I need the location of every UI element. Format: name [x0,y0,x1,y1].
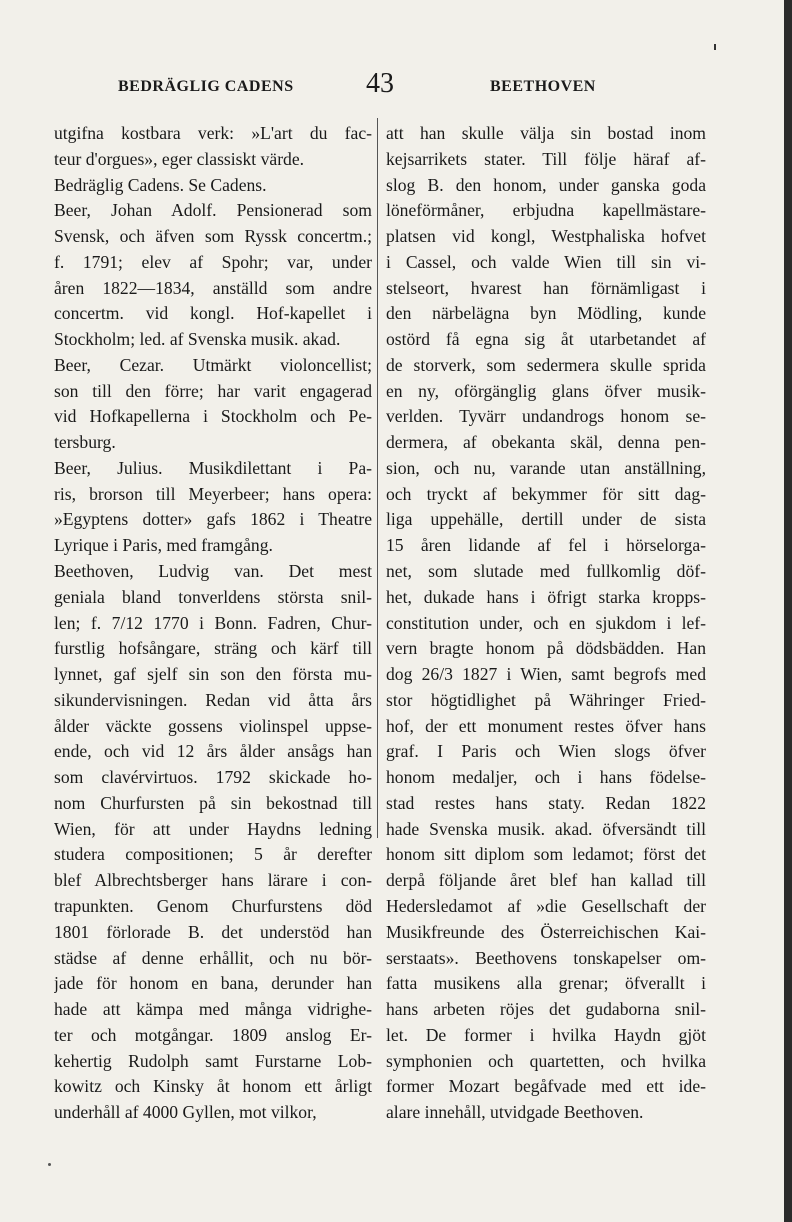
text-line: Beer, Johan Adolf. Pensionerad som [54,200,372,221]
column-divider [377,118,378,838]
page-number: 43 [366,68,394,99]
text-line: fatta musikens alla grenar; öfverallt i [386,973,706,994]
text-line: den närbelägna byn Mödling, kunde [386,303,706,324]
text-line: Beer, Cezar. Utmärkt violoncellist; [54,354,372,375]
text-line: vern bragte honom på dödsbädden. Han [386,638,706,659]
text-line: Musikfreunde des Österreichischen Kai- [386,921,706,942]
scan-speck [48,1163,51,1166]
text-line: och tryckt af bekymmer för sitt dag- [386,483,706,504]
text-line: ter och motgångar. 1809 anslog Er- [54,1024,372,1045]
text-line: stor högtidlighet på Währinger Fried- [386,689,706,710]
text-line: löneförmåner, erbjudna kapellmästare- [386,200,706,221]
left-column [54,121,372,1126]
header-left-entry: BEDRÄGLIG CADENS [118,78,294,95]
text-line: lynnet, gaf sjelf sin son den första mu- [54,664,372,685]
text-line: Wien, för att under Haydns ledning [54,818,372,839]
text-line: städse af denne erhållit, och nu bör- [54,947,372,968]
text-line: studera compositionen; 5 år derefter [54,844,372,865]
text-line: furstlig hofsångare, sträng och kärf till [54,638,372,659]
text-line: stad restes hans staty. Redan 1822 [386,792,706,813]
text-line: len; f. 7/12 1770 i Bonn. Fadren, Chur- [54,612,372,633]
text-line: Svensk, och äfven som Ryssk concertm.; [54,226,372,247]
text-line: kehertig Rudolph samt Furstarne Lob- [54,1050,372,1071]
text-line: net, som slutade med fullkomlig döf- [386,561,706,582]
text-line: teur d'orgues», eger classiskt värde. [54,148,305,169]
text-line: geniala bland tonverldens största snil- [54,586,372,607]
text-line: nom Churfursten på sin bekostnad till [54,792,372,813]
text-line: serstaats». Beethovens tonskapelser om- [386,947,706,968]
text-line: Stockholm; led. af Svenska musik. akad. [54,329,341,350]
text-line: honom sitt diplom som ledamot; först det [386,844,706,865]
text-line: stelseort, hvarest han förnämligast i [386,277,706,298]
text-line: Hedersledamot af »die Gesellschaft der [386,895,706,916]
text-line: utgifna kostbara verk: »L'art du fac- [54,123,372,143]
text-line: honom medaljer, och i hans födelse- [386,767,706,788]
text-line: 1801 förlorade B. det understöd han [54,921,372,942]
text-line: let. De former i hvilka Haydn gjöt [386,1024,706,1045]
text-line: tersburg. [54,432,116,453]
text-line: ris, brorson till Meyerbeer; hans opera: [54,483,372,504]
text-line: en ny, oförgänglig glans öfver musik- [386,380,706,401]
text-line: hof, der ett monument restes öfver hans [386,715,706,736]
text-line: i Cassel, och valde Wien till sin vi- [386,251,706,272]
text-line: 15 åren lidande af fel i hörselorga- [386,535,706,556]
text-line: kowitz och Kinsky åt honom ett årligt [54,1076,372,1097]
text-line: slog B. den honom, under ganska goda [386,174,706,195]
text-line: platsen vid kongl, Westphaliska hofvet [386,226,706,247]
text-line: sion, och nu, varande utan anställning, [386,457,706,478]
text-line: trapunkten. Genom Churfurstens död [54,895,372,916]
running-header [0,68,792,108]
text-line: vid Hofkapellerna i Stockholm och Pe- [54,406,372,427]
text-line: Lyrique i Paris, med framgång. [54,535,273,556]
text-line: ende, och vid 12 års ålder ansågs han [54,741,372,762]
text-line: dermera, af obekanta skäl, denna pen- [386,432,706,453]
text-line: Bedräglig Cadens. Se Cadens. [54,174,267,195]
text-line: concertm. vid kongl. Hof-kapellet i [54,303,372,324]
text-line: hans arbeten röjes det gudaborna snil- [386,999,706,1020]
text-line: ostörd få egna sig åt utarbetandet af [386,329,706,350]
text-line: symphonien och quartetten, och hvilka [386,1050,706,1071]
text-line: sikundervisningen. Redan vid åtta års [54,689,372,710]
text-line: dog 26/3 1827 i Wien, samt begrofs med [386,664,706,685]
text-line: constitution under, och en sjukdom i lef- [386,612,706,633]
text-line: hade att kämpa med många vidrighe- [54,999,372,1020]
text-line: de storverk, som sedermera skulle sprida [386,354,706,375]
text-line: underhåll af 4000 Gyllen, mot vilkor, [54,1102,317,1123]
text-line: het, dukade hans i öfrigt starka kropps- [386,586,706,607]
text-line: Beethoven, Ludvig van. Det mest [54,561,372,582]
text-line: former Mozart begåfvade med ett ide- [386,1076,706,1097]
text-line: att han skulle välja sin bostad inom [386,123,706,143]
text-line: Beer, Julius. Musikdilettant i Pa- [54,457,372,478]
text-line: verlden. Tyvärr undandrogs honom se- [386,406,706,427]
text-line: hade Svenska musik. akad. öfversändt till [386,818,706,839]
text-line: graf. I Paris och Wien slogs öfver [386,741,706,762]
text-line: f. 1791; elev af Spohr; var, under [54,251,372,272]
text-line: jade för honom en bana, derunder han [54,973,372,994]
text-line: liga uppehälle, dertill under de sista [386,509,706,530]
text-line: som clavérvirtuos. 1792 skickade ho- [54,767,372,788]
text-line: blef Albrechtsberger hans lärare i con- [54,870,372,891]
text-line: kejsarrikets stater. Till följe häraf af- [386,148,706,169]
text-line: ålder väckte gossens violinspel uppse- [54,715,372,736]
right-column [386,121,706,1126]
text-line: son till den förre; har varit engagerad [54,380,372,401]
text-line: alare innehåll, utvidgade Beethoven. [386,1102,644,1123]
header-right-entry: BEETHOVEN [490,78,596,95]
text-line: derpå följande året blef han kallad till [386,870,706,891]
scan-speck [714,44,716,50]
scan-edge [784,0,792,1222]
text-line: »Egyptens dotter» gafs 1862 i Theatre [54,509,372,530]
text-line: åren 1822—1834, anställd som andre [54,277,372,298]
